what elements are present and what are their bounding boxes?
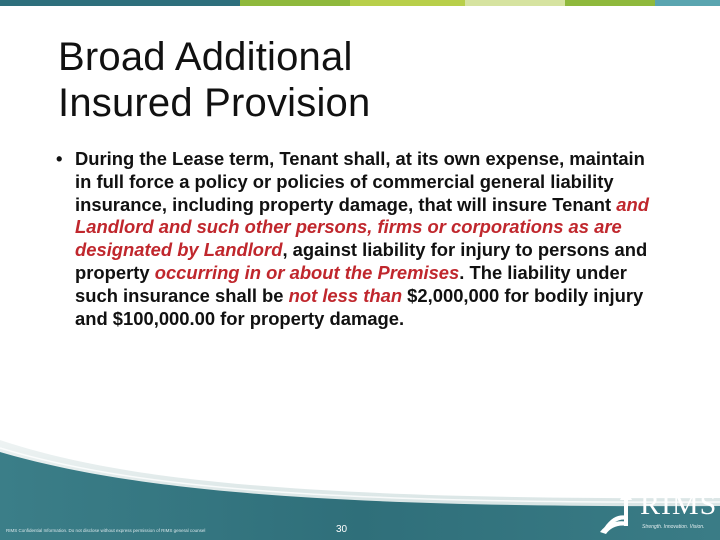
paragraph-segment: $2,000,000 for bodily injury and $100,000.00 for property damage. <box>75 284 644 329</box>
bar-segment-2 <box>240 0 350 6</box>
bar-segment-4 <box>465 0 565 6</box>
emphasized-phrase: not less than <box>288 284 403 306</box>
rims-logo-icon <box>598 486 638 534</box>
confidential-notice: RIMS Confidential Information. Do not disclose without express permission of RIMS general counsel <box>6 528 206 533</box>
bullet-paragraph <box>56 148 666 330</box>
paragraph-segment: . The liability under such insurance shall be <box>75 261 627 306</box>
paragraph-segment: During the Lease term, Tenant shall, at its own expense, maintain in full force a policy or policies of commercial general liability insurance, including property damage, that will insure Tenant <box>75 148 645 215</box>
page-number: 30 <box>336 524 348 535</box>
rims-tagline: Strength. Innovation. Vision. <box>642 524 705 530</box>
rims-logo-text: RIMS <box>640 488 718 521</box>
emphasized-phrase: occurring in or about the Premises <box>154 261 460 283</box>
title-line-1: Broad Additional <box>58 35 353 79</box>
top-color-bar <box>0 0 720 6</box>
bar-segment-1 <box>0 0 240 6</box>
bar-segment-3 <box>350 0 465 6</box>
paragraph-text <box>75 148 666 330</box>
paragraph-segment: , against liability for injury to persons and property <box>75 239 648 283</box>
emphasized-phrase: and Landlord and such other persons, firms or corporations as are designated by Landlord <box>75 193 649 261</box>
bar-segment-6 <box>655 0 720 6</box>
bullet-marker: • <box>56 148 63 169</box>
slide-title <box>58 34 658 126</box>
bar-segment-5 <box>565 0 655 6</box>
title-line-2: Insured Provision <box>58 81 371 125</box>
